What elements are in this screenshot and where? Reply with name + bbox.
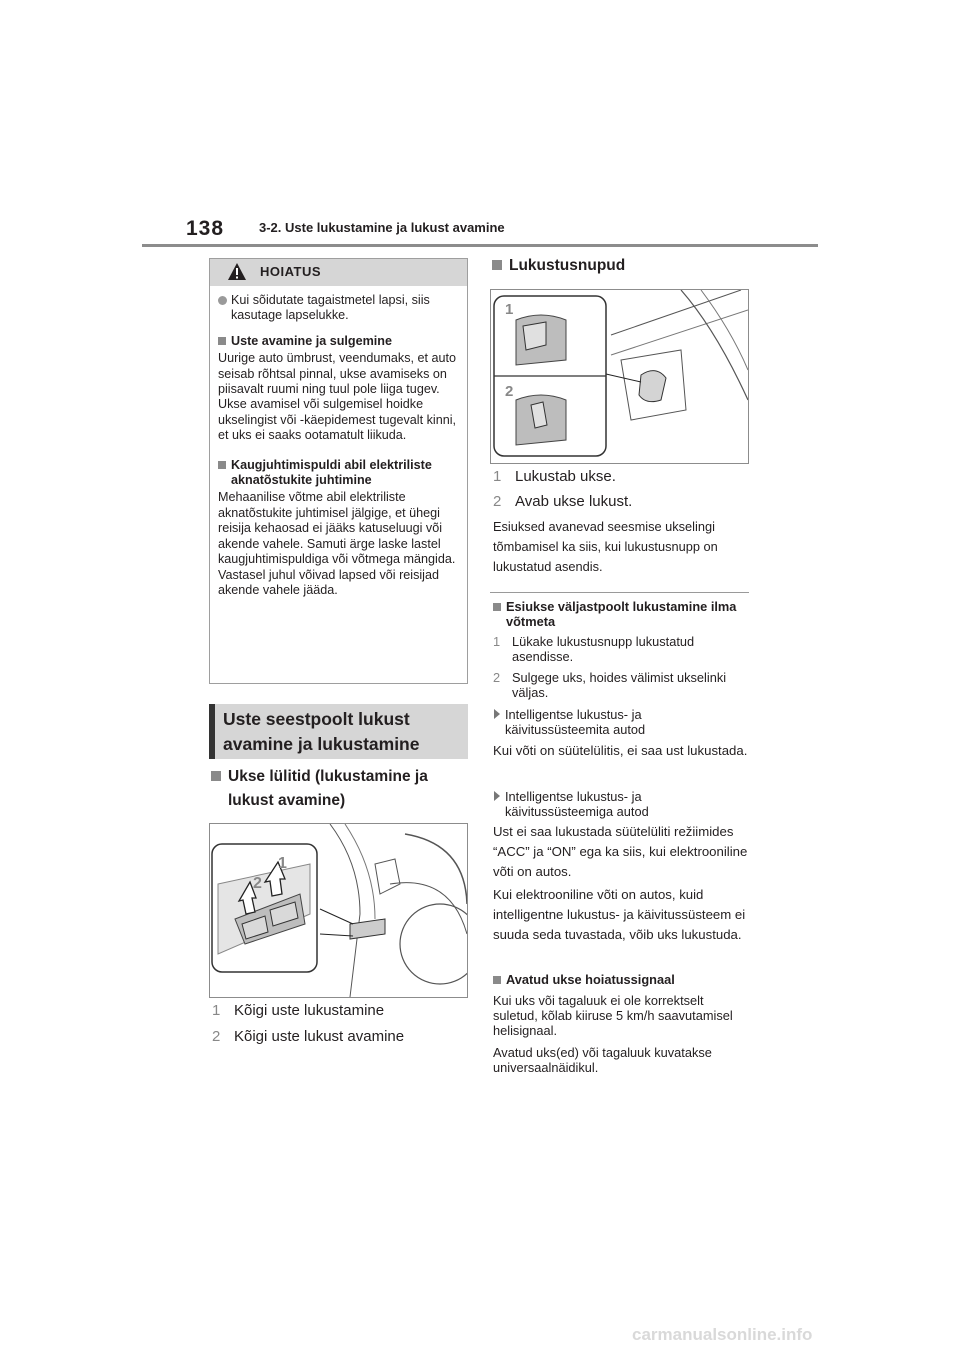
arrow-bullet-icon	[494, 709, 500, 719]
subheading	[493, 973, 749, 988]
subheading-text: Avatud ukse hoiatussignaal	[506, 972, 675, 987]
step-number: 1	[493, 634, 501, 649]
warning-box	[209, 258, 468, 684]
subheading-text: Esiukse väljastpoolt lukustamine ilma võtmeta	[506, 599, 737, 629]
condition-text: Intelligentse lukustus- ja käivitussüsteemiga autod	[505, 789, 649, 819]
condition-text: Intelligentse lukustus- ja käivitussüsteemita autod	[505, 707, 646, 737]
square-bullet-icon	[492, 260, 502, 270]
right-heading	[490, 254, 750, 278]
right-heading-text: Lukustusnupud	[509, 257, 626, 274]
square-bullet-icon	[493, 976, 501, 984]
figure-label: 1	[278, 855, 287, 872]
watermark: carmanualsonline.info	[632, 1325, 813, 1344]
body-paragraph: Avatud uks(ed) või tagaluuk kuvatakse universaalnäidikul.	[493, 1045, 712, 1075]
item-text: Lukustab ukse.	[515, 468, 616, 485]
lock-knob-illustration	[491, 290, 748, 463]
item-number: 2	[493, 493, 502, 510]
list-item	[212, 1001, 462, 1021]
warning-subheading: Uste avamine ja sulgemine	[231, 333, 392, 348]
list-item	[212, 1027, 462, 1047]
square-bullet-icon	[211, 771, 221, 781]
figure-label: 1	[505, 301, 514, 318]
warning-header	[210, 259, 467, 286]
figure-label: 2	[253, 875, 262, 892]
door-switch-figure	[209, 823, 468, 998]
page-number: 138	[186, 217, 225, 240]
condition-item	[493, 789, 749, 819]
step-item	[493, 670, 749, 700]
item-number: 1	[212, 1002, 221, 1019]
list-item	[493, 467, 743, 487]
warning-triangle-icon	[227, 262, 247, 282]
door-switch-illustration	[210, 824, 467, 997]
item-text: Kõigi uste lukustamine	[234, 1002, 385, 1019]
step-number: 2	[493, 670, 501, 685]
item-text: Kõigi uste lukust avamine	[234, 1028, 405, 1045]
condition-item	[493, 707, 749, 737]
section-title: Uste seestpoolt lukust avamine ja lukustamine	[223, 709, 420, 754]
square-bullet-icon	[218, 337, 226, 345]
item-number: 1	[493, 468, 502, 485]
arrow-bullet-icon	[494, 791, 500, 801]
warning-title: HOIATUS	[260, 264, 322, 279]
square-bullet-icon	[218, 461, 226, 469]
body-paragraph: Kui uks või tagaluuk ei ole korrektselt suletud, kõlab kiiruse 5 km/h saavutamisel helisignaal.	[493, 993, 733, 1038]
note-paragraph: Esiuksed avanevad seesmise ukselingi tõmbamisel ka siis, kui lukustusnupp on lukustatud asendis.	[493, 519, 718, 574]
subheading	[493, 600, 749, 629]
warning-subheading: Kaugjuhtimispuldi abil elektriliste aknatõstukite juhtimine	[231, 457, 432, 488]
square-bullet-icon	[493, 603, 501, 611]
step-item	[493, 634, 749, 664]
warning-bullet: Kui sõidutate tagaistmetel lapsi, siis kasutage lapselukke.	[231, 293, 430, 323]
body-paragraph: Ust ei saa lukustada süütelüliti režiimides “ACC” ja “ON” ega ka siis, kui elektrooniline võti on autos.	[493, 824, 748, 879]
step-text: Lükake lukustusnupp lukustatud asendisse.	[512, 634, 695, 664]
warning-paragraph: Uurige auto ümbrust, veendumaks, et auto seisab rõhtsal pinnal, ukse avamiseks on piisavalt ruumi ning tuul pole liiga tugev. Ukse avamisel või sulgemisel hoidke ukselingist või -käepidemest tugevalt kinni, et uks ei saaks ootamatult liikuda.	[218, 351, 457, 443]
running-head: 3-2. Uste lukustamine ja lukust avamine	[259, 220, 505, 235]
item-number: 2	[212, 1028, 221, 1045]
lock-knob-figure	[490, 289, 749, 464]
step-text: Sulgege uks, hoides välimist ukselinki väljas.	[512, 670, 727, 700]
body-paragraph: Kui elektrooniline võti on autos, kuid intelligentne lukustus- ja käivitussüsteem ei suuda seda tuvastada, võib uks lukustuda.	[493, 887, 746, 942]
left-heading-text: Ukse lülitid (lukustamine ja lukust avamine)	[228, 768, 428, 809]
header-rule	[142, 244, 818, 247]
body-paragraph: Kui võti on süütelülitis, ei saa ust lukustada.	[493, 743, 748, 758]
divider	[490, 592, 749, 593]
item-text: Avab ukse lukust.	[515, 493, 633, 510]
left-heading	[209, 765, 469, 813]
figure-label: 2	[505, 383, 514, 400]
section-header	[209, 704, 468, 759]
warning-paragraph: Mehaanilise võtme abil elektriliste aknatõstukite juhtimisel jälgige, et ühegi reisija kehaosad ei jääks katuseluugi või akende vahele. Samuti ärge laske lastel kaugjuhtimispuldiga või võtmega mängida. Vastasel juhul võivad lapsed või reisijad akende vahele jääda.	[218, 490, 456, 597]
bullet-dot-icon	[218, 296, 227, 305]
list-item	[493, 492, 743, 512]
warning-body	[218, 293, 462, 608]
